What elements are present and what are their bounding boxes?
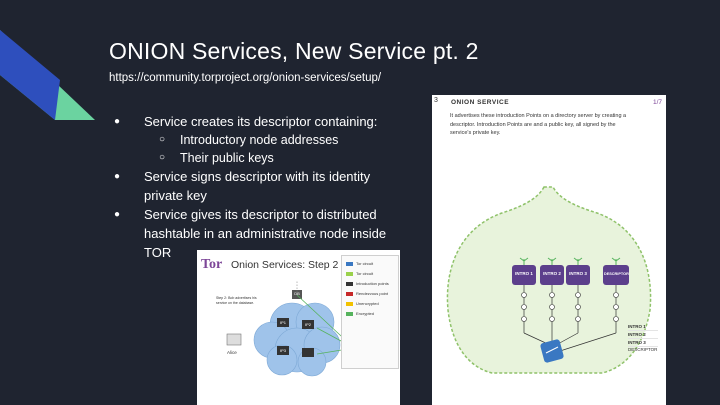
cloud-icon (254, 303, 340, 376)
legend-swatch (346, 262, 353, 266)
node-label: IP2 (304, 322, 311, 327)
step-number: 3 (434, 97, 438, 104)
onion-diagram (432, 95, 666, 405)
sub-bullet-circle-icon: ○ (159, 134, 166, 145)
legend-swatch (346, 312, 353, 316)
node-label: DESCRIPTOR (604, 272, 629, 276)
node-label: IP3 (279, 348, 286, 353)
page-indicator: 1/7 (652, 99, 662, 106)
accent-shapes (0, 0, 95, 120)
legend-item: Tor circuit (346, 261, 373, 266)
node-label: DB (294, 291, 300, 296)
node-label: INTRO 1 (515, 271, 533, 276)
legend-swatch (346, 272, 353, 276)
bullet-item (111, 112, 411, 131)
node-label: INTRO 3 (569, 271, 587, 276)
legend-item: Rendezvous point (346, 291, 388, 296)
legend-item: Tor circuit (346, 271, 373, 276)
sub-bullet-item (111, 131, 411, 149)
legend-item: Encrypted (346, 311, 374, 316)
legend-swatch (346, 292, 353, 296)
sub-bullet-text: Their public keys (180, 151, 274, 165)
onion-image-title: ONION SERVICE (451, 99, 510, 106)
onion-description: It advertises these introduction Points on a directory server by creating a descriptor. Introduction Points are and a public key, all signed by the service's private key. (450, 113, 627, 136)
sub-bullet-text: Introductory node addresses (180, 133, 339, 147)
bullet-list (111, 112, 411, 262)
intro-row: INTRO 3 (628, 339, 658, 347)
node-label: IP1 (279, 320, 286, 325)
source-url: https://community.torproject.org/onion-services/setup/ (109, 72, 382, 84)
legend-item: Introduction points (346, 281, 389, 286)
tor-step2-image (197, 250, 400, 405)
intro-point-list (628, 323, 658, 347)
bullet-text: Service signs descriptor with its identity private key (144, 169, 371, 203)
bullet-dot-icon: ● (114, 171, 121, 182)
bullet-item (111, 167, 411, 205)
tor-image-title: Onion Services: Step 2 (231, 259, 339, 271)
bullet-text: Service gives its descriptor to distributed hashtable in an administrative node inside TOR (144, 207, 387, 260)
sub-bullet-item (111, 149, 411, 167)
legend-swatch (346, 282, 353, 286)
bullet-dot-icon: ● (114, 116, 121, 127)
legend-swatch (346, 302, 353, 306)
node-label: INTRO 2 (543, 271, 561, 276)
tor-legend (341, 255, 399, 369)
legend-item: Unencrypted (346, 301, 379, 306)
bullet-text: Service creates its descriptor containing: (144, 114, 378, 129)
slide-title: ONION Services, New Service pt. 2 (109, 38, 479, 64)
sub-bullet-circle-icon: ○ (159, 152, 166, 163)
descriptor-label: DESCRIPTOR (628, 347, 658, 352)
bullet-dot-icon: ● (114, 209, 121, 220)
alice-label: Alice (227, 350, 237, 355)
tor-logo: Tor (201, 257, 223, 272)
onion-service-image (432, 95, 666, 405)
intro-row: INTRO 1 (628, 323, 658, 331)
intro-row: INTRO 2 (628, 331, 658, 339)
tor-step-note: Step 2: Bob advertises his service on the database. (216, 296, 257, 305)
